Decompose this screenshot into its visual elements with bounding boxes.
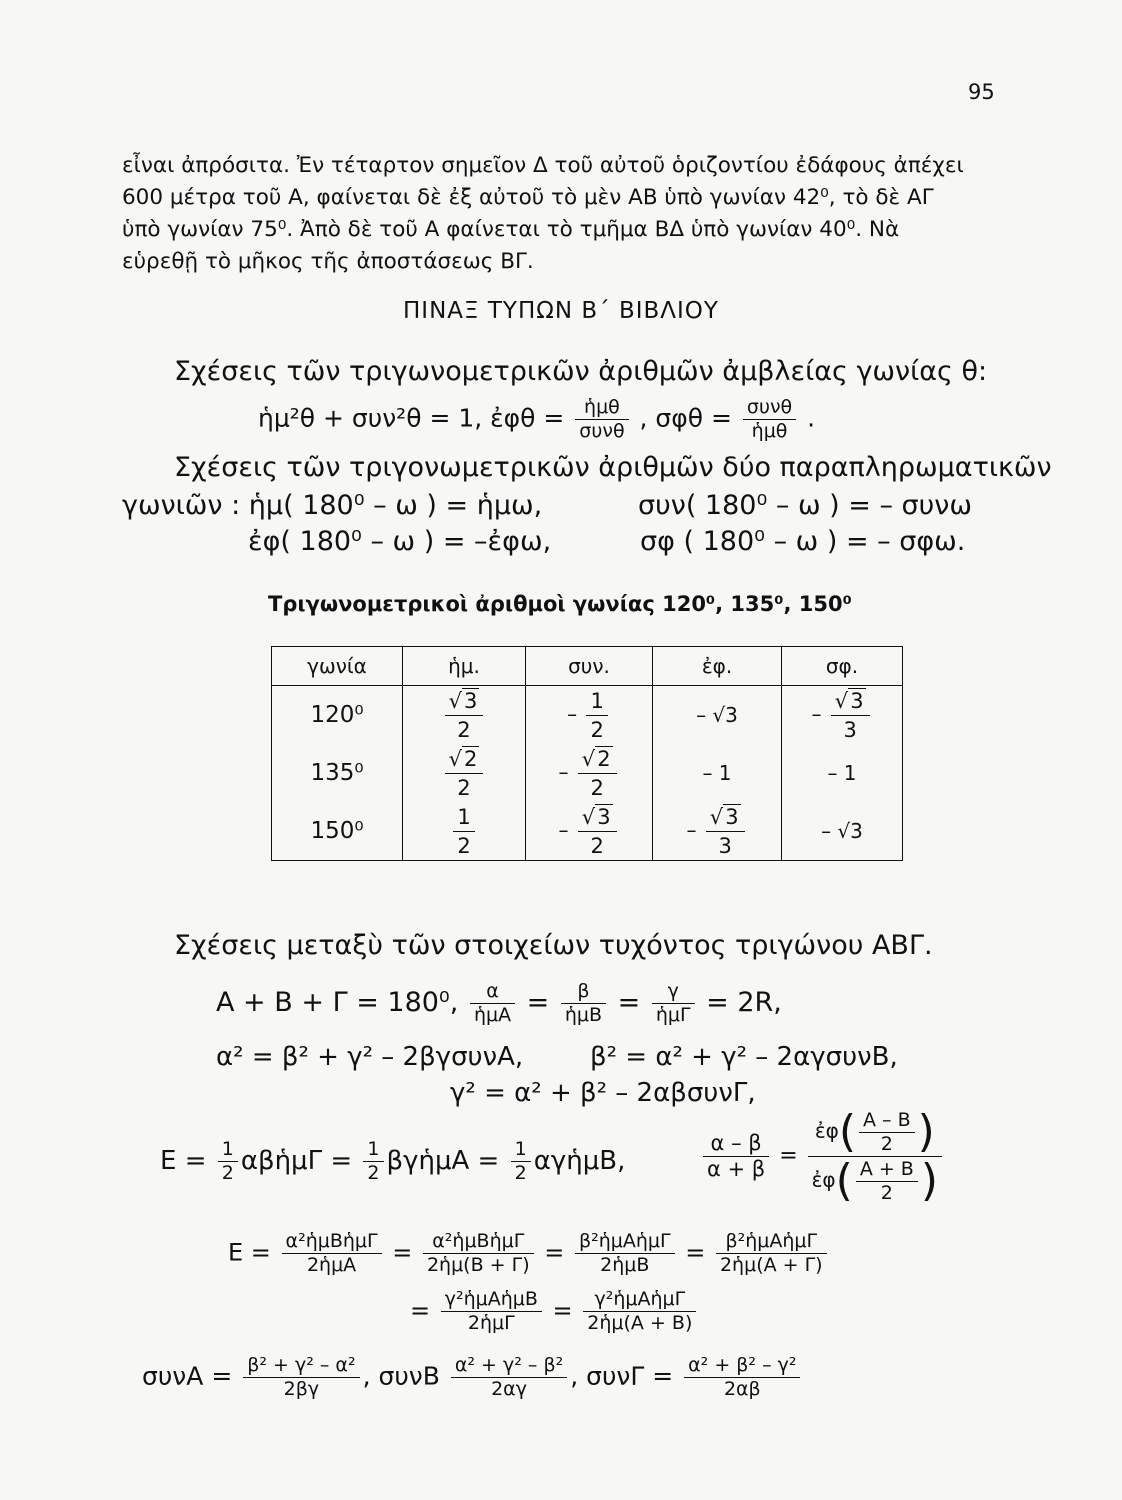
table-row: 135⁰ $\frac{√2}{2}$ – $\frac{√2}{2}$ – 1 – 1 [272,744,903,802]
law-of-cosines-2: β² = α² + γ² – 2αγσυνΒ, [590,1042,898,1072]
table-header: γωνία [272,647,403,686]
table-header: σφ. [782,647,903,686]
paragraph-line: 600 μέτρα τοῦ Α, φαίνεται δὲ ἐξ αὐτοῦ τὸ μὲν ΑΒ ὑπὸ γωνίαν 42⁰, τὸ δὲ ΑΓ [122,185,934,210]
trig-table-title: Τριγωνομετρικοὶ ἀριθμοὶ γωνίας 120⁰, 135⁰, 150⁰ [268,592,852,616]
cosine-formulas: συνΑ = $\frac{\text{β² + γ² – α²}}{2\beta\gamma}$ , συνΒ $\frac{\text{α² + γ² – β²}}{2\alpha\gamma}$ , συνΓ = $\frac{\text{α² + β² – γ²}}{2\alpha\beta}$ [142,1356,803,1399]
supplementary-row1b: συν( 180⁰ – ω ) = – συνω [638,490,972,521]
trig-values-table [271,646,903,861]
table-row: 120⁰ $\frac{√3}{2}$ – $\frac{1}{2}$ – √3 – $\frac{√3}{3}$ [272,686,903,745]
supplementary-row2b: σφ ( 180⁰ – ω ) = – σφω. [640,526,966,557]
table-header-row [272,647,903,686]
section1-heading: Σχέσεις τῶν τριγωνομετρικῶν ἀριθμῶν ἀμβλείας γωνίας θ: [174,356,988,387]
table-header: συν. [526,647,653,686]
exercise-paragraph [122,150,984,278]
page-number: 95 [968,80,995,104]
formula-table-title: ΠΙΝΑΞ ΤΥΠΩΝ Β΄ ΒΙΒΛΙΟΥ [403,298,719,324]
law-of-sines: Α + Β + Γ = 180⁰, $\frac{\alpha}{\text{ἡμΑ}}$ = $\frac{\beta}{\text{ἡμΒ}}$ = $\frac{\gamma}{\text{ἡμΓ}}$ = 2R, [216,980,782,1026]
area-formulas: Ε = $\frac{1}{2}$ αβἡμΓ = $\frac{1}{2}$ βγἡμΑ = $\frac{1}{2}$ αγἡμΒ, [160,1138,626,1184]
section2-heading: Σχέσεις τῶν τριγονωμετρικῶν ἀριθμῶν δύο παραπληρωματικῶν [174,452,1052,483]
area-sines-row2: = $\frac{\text{γ²ἡμΑἡμΒ}}{\text{2ἡμΓ}}$ = $\frac{\text{γ²ἡμΑἡμΓ}}{\text{2ἡμ(Α + Β)}}$ [410,1290,699,1333]
table-header: ἐφ. [653,647,782,686]
identity-formula: ἡμ²θ + συν²θ = 1, ἐφθ = $\frac{\text{ἡμθ}}{\text{συνθ}}$ , σφθ = $\frac{\text{συνθ}}{\text{ἡμθ}}$ . [258,396,816,442]
paragraph-line: εὑρεθῇ τὸ μῆκος τῆς ἀποστάσεως ΒΓ. [122,249,534,274]
table-row: 150⁰ $\frac{1}{2}$ – $\frac{√3}{2}$ – $\frac{√3}{3}$ – √3 [272,802,903,861]
paragraph-line: ὑπὸ γωνίαν 75⁰. Ἀπὸ δὲ τοῦ Α φαίνεται τὸ τμῆμα ΒΔ ὑπὸ γωνίαν 40⁰. Νὰ [122,217,900,242]
law-of-tangents: $\frac{\alpha - \beta}{\alpha + \beta}$ = ἐφ( $\frac{A - B}{2}$ ) ἐφ( $\frac{A + B}{2}$ ) [700,1110,945,1203]
section3-heading: Σχέσεις μεταξὺ τῶν στοιχείων τυχόντος τριγώνου ΑΒΓ. [174,930,933,961]
law-of-cosines-3: γ² = α² + β² – 2αβσυνΓ, [450,1078,756,1108]
area-sines-row1: Ε = $\frac{\text{α²ἡμΒἡμΓ}}{\text{2ἡμΑ}}$ = $\frac{\text{α²ἡμΒἡμΓ}}{\text{2ἡμ(Β + Γ)}}$ = $\frac{\text{β²ἡμΑἡμΓ}}{\text{2ἡμΒ}}$ = $\frac{\text{β²ἡμΑἡμΓ}}{\text{2ἡμ(Α + Γ)}}$ [228,1232,830,1275]
supplementary-row1: γωνιῶν : ἡμ( 180⁰ – ω ) = ἡμω, [122,490,543,521]
table-header: ἡμ. [403,647,526,686]
supplementary-row2: ἐφ( 180⁰ – ω ) = –ἐφω, [248,526,552,557]
paragraph-line: εἶναι ἀπρόσιτα. Ἐν τέταρτον σημεῖον Δ τοῦ αὐτοῦ ὁριζοντίου ἐδάφους ἀπέχει [122,153,964,178]
law-of-cosines-1: α² = β² + γ² – 2βγσυνΑ, [216,1042,524,1072]
